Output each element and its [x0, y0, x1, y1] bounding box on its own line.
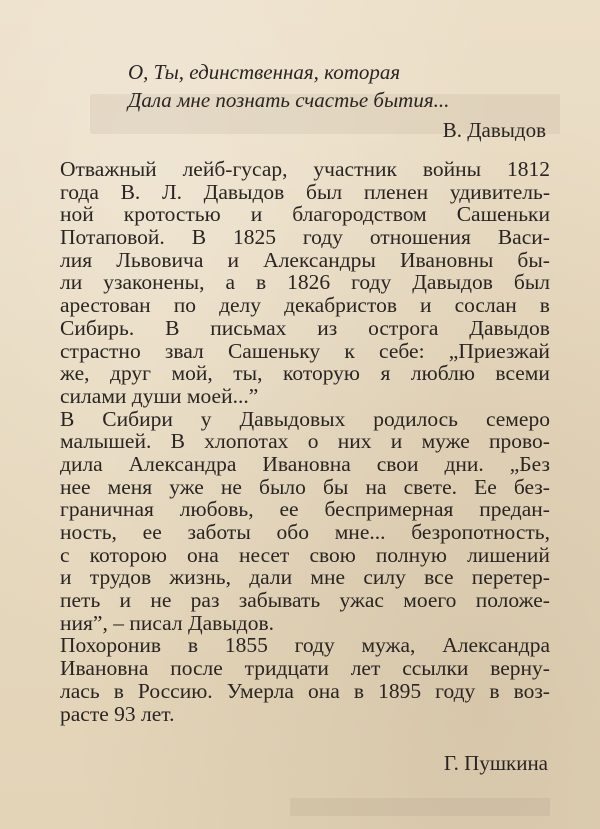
- text-line: дила Александра Ивановна свои дни. „Без: [60, 451, 550, 476]
- text-line: и трудов жизнь, дали мне силу все перетер-: [60, 565, 550, 590]
- text-line: ность, ее заботы обо мне... безропотность,: [60, 520, 550, 544]
- text-line: Потаповой. В 1825 году отношения Васи-: [60, 225, 550, 250]
- text-line: нее меня уже не было бы на свете. Ее без-: [60, 474, 550, 499]
- text-line: Ивановна после тридцати лет ссылки верну-: [60, 656, 550, 681]
- epigraph-line-1: О, Ты, единственная, которая: [128, 60, 401, 84]
- bleed-through-footer: [290, 798, 550, 816]
- text-line: же, друг мой, ты, которую я люблю всеми: [60, 361, 550, 386]
- article-signature: Г. Пушкина: [443, 751, 548, 775]
- text-line: ния”, – писал Давыдов.: [60, 610, 274, 635]
- text-line: арестован по делу декабристов и сослан в: [60, 293, 550, 318]
- text-line: лия Львовича и Александры Ивановны бы-: [60, 247, 550, 272]
- text-line: Похоронив в 1855 году мужа, Александра: [60, 633, 550, 658]
- text-line: силами души моей...”: [60, 383, 259, 408]
- text-line: В Сибири у Давыдовых родилось семеро: [60, 406, 550, 431]
- text-line: расте 93 лет.: [60, 701, 175, 726]
- text-line: петь и не раз забывать ужас моего положе-: [60, 588, 550, 613]
- text-line: ной кротостью и благородством Сашеньки: [60, 202, 550, 227]
- text-line: страстно звал Сашеньку к себе: „Приезжай: [60, 338, 550, 363]
- article-body: [60, 158, 550, 725]
- text-line: ли узаконены, а в 1826 году Давыдов был: [60, 270, 550, 295]
- text-line: года В. Л. Давыдов был пленен удивитель-: [60, 179, 550, 204]
- text-line: малышей. В хлопотах о них и муже прово-: [60, 429, 550, 454]
- epigraph-line-2: Дала мне познать счастье бытия...: [128, 88, 450, 112]
- text-line: граничная любовь, ее беспримерная предан-: [60, 497, 550, 522]
- text-line: Сибирь. В письмах из острога Давыдов: [60, 315, 550, 340]
- text-line: Отважный лейб-гусар, участник войны 1812: [60, 157, 550, 181]
- epigraph-author: В. Давыдов: [442, 118, 546, 142]
- text-line: лась в Россию. Умерла она в 1895 году в воз-: [60, 678, 550, 703]
- text-line: с которою она несет свою полную лишений: [60, 542, 550, 567]
